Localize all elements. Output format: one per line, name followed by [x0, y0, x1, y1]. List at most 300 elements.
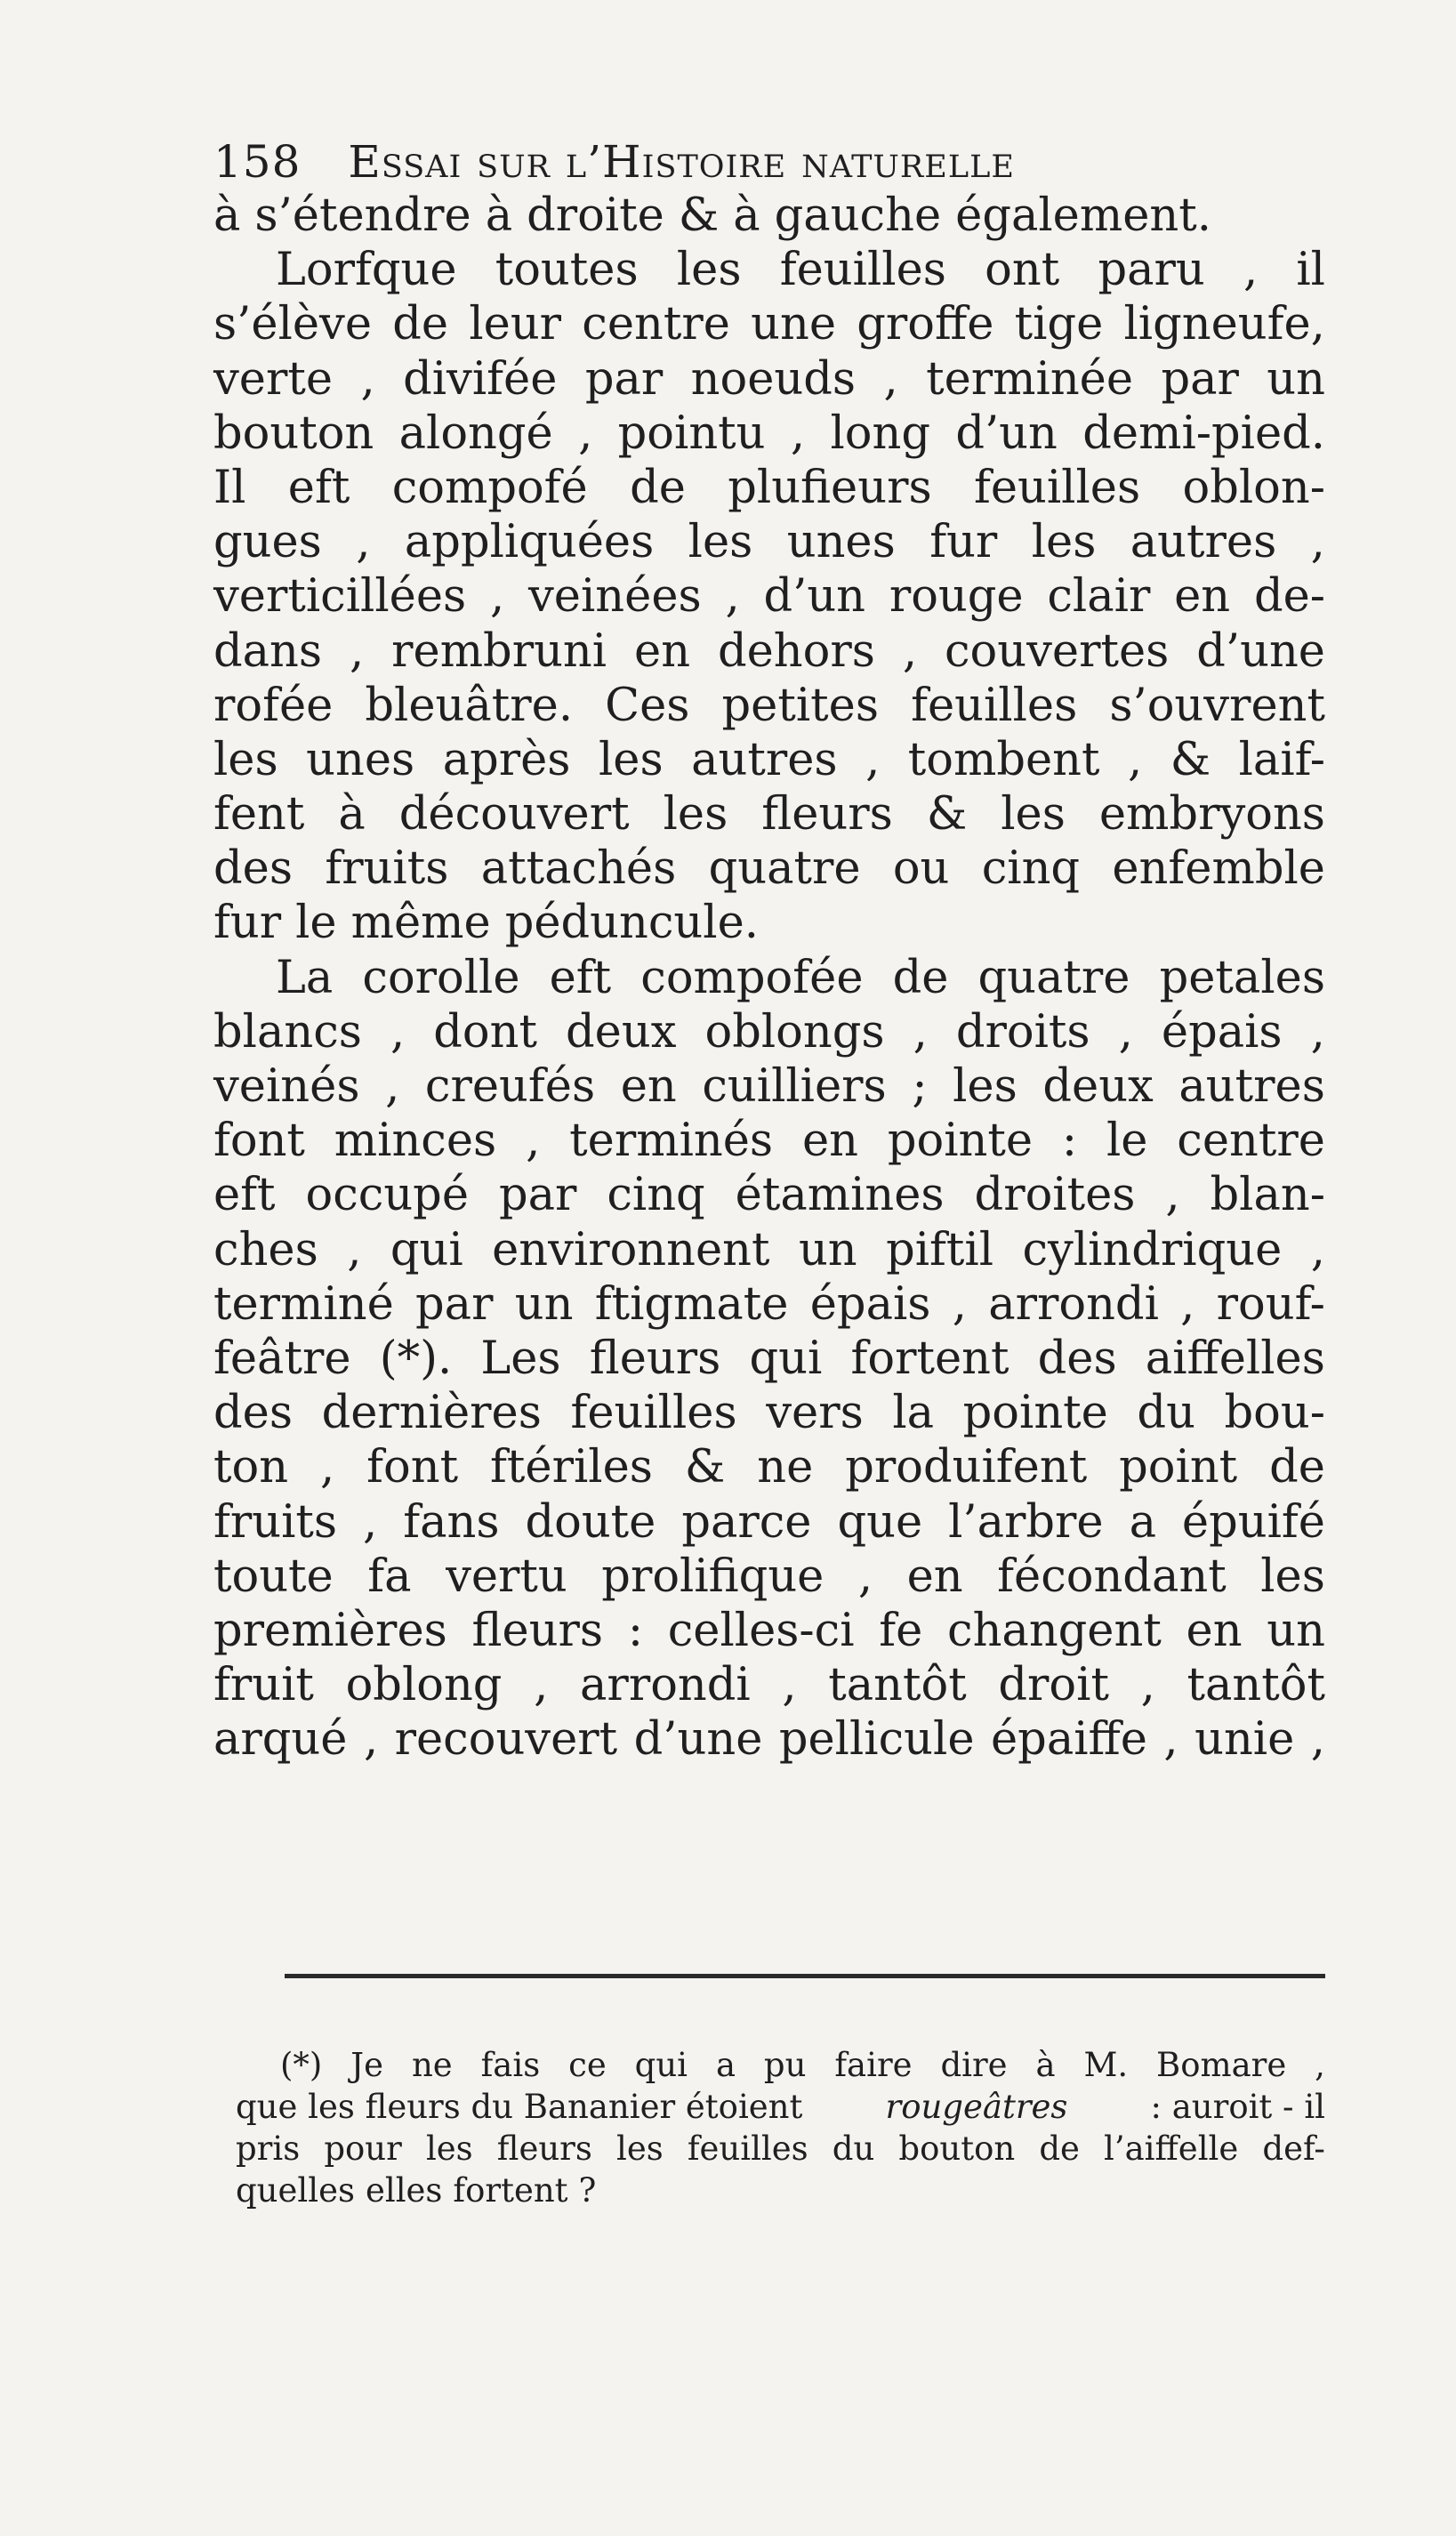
word: , [725, 570, 740, 624]
text-line [213, 896, 1325, 950]
word: à [485, 189, 513, 242]
word: , [1310, 516, 1325, 569]
word: s’étendre [254, 189, 471, 242]
word: de- [1253, 570, 1325, 624]
word: attachés [480, 842, 677, 896]
word: feuilles [973, 461, 1141, 514]
word: fe [879, 1604, 923, 1657]
text-line [213, 1168, 1325, 1222]
word: droits [955, 1005, 1090, 1059]
word: pointe [887, 1115, 1034, 1168]
word: deux [566, 1005, 677, 1059]
word: , [883, 352, 898, 406]
word: , [1165, 1169, 1180, 1222]
text-line [213, 1332, 1325, 1386]
word: les [663, 788, 728, 841]
word: bleuâtre. [365, 679, 574, 732]
word: , [526, 1115, 541, 1168]
text-line [213, 1005, 1325, 1059]
footnote-line [236, 2170, 1325, 2211]
word: fortent [850, 1332, 1010, 1385]
text-line [213, 624, 1325, 679]
text-line [213, 1550, 1325, 1604]
text-line [213, 461, 1325, 515]
word: dernières [321, 1387, 542, 1440]
word: (*) [280, 2046, 323, 2084]
word: par [1161, 352, 1239, 406]
word: , [360, 352, 375, 406]
text-line [213, 1604, 1325, 1658]
word: divifée [403, 352, 558, 406]
word: épaiffe [990, 1713, 1147, 1767]
word: fleurs [496, 2129, 592, 2168]
word: , [782, 1659, 797, 1712]
word: , [320, 1441, 335, 1494]
word: les [598, 733, 664, 786]
word: pu [763, 2046, 807, 2084]
word: produifent [845, 1441, 1088, 1494]
word: terminé [213, 1277, 394, 1331]
word: ? [578, 2171, 597, 2210]
word: blancs [213, 1005, 362, 1059]
word: bouton [213, 407, 374, 460]
word: les [1260, 1550, 1325, 1603]
word: , [913, 1005, 928, 1059]
word: arrondi [580, 1659, 751, 1712]
running-header [213, 135, 1192, 189]
word: d’une [633, 1713, 763, 1767]
text-line [213, 1386, 1325, 1440]
word: de [1269, 1441, 1325, 1494]
word: recouvert [394, 1713, 618, 1767]
word: leur [469, 298, 562, 351]
footnote-word: que les fleurs du Bananier étoient [236, 2088, 803, 2126]
text-line [213, 787, 1325, 841]
word: terminés [569, 1115, 774, 1168]
word: , [356, 516, 371, 569]
word: corolle [362, 951, 520, 1004]
word: fleurs [471, 1604, 604, 1657]
word: & [926, 788, 968, 841]
word: , [865, 733, 881, 786]
word: plufieurs [728, 461, 932, 514]
text-line [213, 1114, 1325, 1168]
word: , [385, 1060, 400, 1113]
footnote-line [236, 2128, 1325, 2170]
word: d’un [955, 407, 1058, 460]
word: de [392, 298, 449, 351]
word: terminée [926, 352, 1134, 406]
text-line [213, 1440, 1325, 1494]
word: dont [433, 1005, 537, 1059]
word: fruits [213, 1495, 338, 1549]
word: celles-ci [667, 1604, 855, 1657]
word: Bomare [1156, 2046, 1287, 2084]
word: qui [634, 2046, 688, 2084]
word: à [1035, 2046, 1056, 2084]
word: les [616, 2129, 664, 2168]
word: eft [287, 461, 350, 514]
word: du [832, 2129, 875, 2168]
word: noeuds [690, 352, 857, 406]
word: quatre [977, 951, 1130, 1004]
word: Je [350, 2046, 384, 2084]
word: des [213, 1387, 294, 1440]
word: occupé [305, 1169, 470, 1222]
word: en [1174, 570, 1231, 624]
word: fent [213, 788, 305, 841]
word: , [1118, 1005, 1133, 1059]
word: , [363, 1495, 378, 1549]
word: vers [766, 1387, 864, 1440]
main-text [213, 189, 1325, 1767]
word: un [1267, 1604, 1325, 1657]
footnote-line [236, 2044, 1325, 2086]
word: les [676, 244, 742, 297]
word: fortent [453, 2171, 568, 2210]
text-line [213, 515, 1325, 569]
text-line [213, 297, 1325, 351]
word: & [684, 1441, 726, 1494]
word: même [350, 897, 491, 950]
word: clair [1047, 570, 1151, 624]
word: fruit [213, 1659, 314, 1712]
word: s’élève [213, 298, 373, 351]
word: veinés [213, 1060, 360, 1113]
word: Ces [605, 679, 690, 732]
word: ftigmate [594, 1277, 789, 1331]
word: environnent [492, 1223, 770, 1276]
text-line [213, 1495, 1325, 1550]
word: creufés [424, 1060, 596, 1113]
word: le [295, 897, 337, 950]
word: en [1186, 1604, 1243, 1657]
word: tantôt [1187, 1659, 1325, 1712]
word: vertu [446, 1550, 567, 1603]
word: a [1129, 1495, 1156, 1549]
word: petales [1159, 951, 1325, 1004]
word: épais [809, 1277, 931, 1331]
running-title: Essai sur l’Histoire naturelle [348, 136, 1015, 188]
word: fur [929, 516, 998, 569]
word: droites [974, 1169, 1136, 1222]
word: fleurs [761, 788, 893, 841]
word: , [1310, 1223, 1325, 1276]
word: M. [1083, 2046, 1129, 2084]
word: l’aiffelle [1104, 2129, 1239, 2168]
word: blan- [1210, 1169, 1325, 1222]
word: La [276, 951, 334, 1004]
word: pointe [962, 1387, 1108, 1440]
word: épais [1161, 1005, 1283, 1059]
word: , [347, 1223, 362, 1276]
word: ont [985, 244, 1060, 297]
word: laif- [1238, 733, 1325, 786]
word: il [1296, 244, 1325, 297]
text-line [213, 243, 1325, 297]
word: toute [213, 1550, 334, 1603]
word: feuilles [570, 1387, 737, 1440]
word: prolifique [601, 1550, 825, 1603]
word: dehors [717, 624, 875, 678]
word: compofé [391, 461, 588, 514]
word: en [620, 1060, 677, 1113]
word: enfemble [1112, 842, 1325, 896]
word: fa [367, 1550, 412, 1603]
word: alongé [398, 407, 553, 460]
word: un [1267, 352, 1325, 406]
footnote-separator-rule [285, 1974, 1325, 1978]
word: , [1140, 1659, 1155, 1712]
word: tantôt [828, 1659, 967, 1712]
word: rouge [889, 570, 1024, 624]
word: toutes [495, 244, 639, 297]
word: , [490, 570, 505, 624]
text-line [213, 189, 1325, 243]
word: eft [213, 1169, 276, 1222]
word: cinq [981, 842, 1081, 896]
word: (*). [379, 1332, 453, 1385]
text-line [213, 407, 1325, 461]
word: verte [213, 352, 334, 406]
word: centre [1177, 1115, 1325, 1168]
word: la [892, 1387, 935, 1440]
word: rembruni [391, 624, 607, 678]
word: aiffelles [1145, 1332, 1325, 1385]
word: , [1128, 733, 1143, 786]
word: fleurs [589, 1332, 721, 1385]
word: ligneufe, [1123, 298, 1325, 351]
word: , [1315, 2046, 1325, 2084]
word: ne [757, 1441, 814, 1494]
word: arrondi [988, 1277, 1159, 1331]
word: d’un [763, 570, 866, 624]
word: droite [527, 189, 664, 242]
text-line [213, 951, 1325, 1005]
word: ne [411, 2046, 453, 2084]
text-line [213, 1712, 1325, 1767]
word: point [1119, 1441, 1238, 1494]
text-line [213, 1277, 1325, 1332]
word: fécondant [997, 1550, 1227, 1603]
word: fur [213, 897, 282, 950]
word: , [790, 407, 806, 460]
word: feuilles [911, 679, 1078, 732]
word: péduncule. [504, 897, 759, 950]
word: changent [947, 1604, 1162, 1657]
word: , [390, 1005, 406, 1059]
word: oblon- [1182, 461, 1325, 514]
word: découvert [398, 788, 630, 841]
word: def- [1262, 2129, 1325, 2168]
word: , [857, 1550, 873, 1603]
word: fans [403, 1495, 500, 1549]
word: en [801, 1115, 858, 1168]
word: centre [582, 298, 730, 351]
word: feâtre [213, 1332, 351, 1385]
word: veinées [528, 570, 702, 624]
word: à [338, 788, 366, 841]
word: , [578, 407, 593, 460]
word: en [634, 624, 691, 678]
word: , [1310, 1713, 1325, 1767]
word: fais [480, 2046, 541, 2084]
word: compofée [640, 951, 864, 1004]
word: unie [1195, 1713, 1295, 1767]
word: de [630, 461, 686, 514]
word: également. [955, 189, 1211, 242]
word: ce [568, 2046, 607, 2084]
word: feuilles [779, 244, 946, 297]
word: ; [912, 1060, 928, 1113]
word: les [953, 1060, 1018, 1113]
word: cinq [607, 1169, 705, 1222]
word: ches [213, 1223, 318, 1276]
word: les [1001, 788, 1066, 841]
word: à [733, 189, 760, 242]
word: droit [998, 1659, 1109, 1712]
word: un [798, 1223, 857, 1276]
word: & [678, 189, 720, 242]
word: , [1310, 1005, 1325, 1059]
word: ton [213, 1441, 289, 1494]
word: demi-pied. [1082, 407, 1325, 460]
word: & [1170, 733, 1211, 786]
word: qui [390, 1223, 463, 1276]
word: les [425, 2129, 473, 2168]
word: les [1031, 516, 1097, 569]
text-line [213, 352, 1325, 407]
word: cuilliers [702, 1060, 887, 1113]
word: doute [525, 1495, 656, 1549]
word: de [892, 951, 949, 1004]
word: qui [749, 1332, 823, 1385]
word: : [627, 1604, 643, 1657]
word: dire [940, 2046, 1008, 2084]
word: feuilles [687, 2129, 808, 2168]
word: le [1106, 1115, 1148, 1168]
word: rouf- [1216, 1277, 1325, 1331]
word: étamines [735, 1169, 945, 1222]
word: autres [1130, 516, 1277, 569]
word: unes [786, 516, 896, 569]
word: verticillées [213, 570, 467, 624]
word: long [830, 407, 930, 460]
word: autres [691, 733, 838, 786]
word: autres [1178, 1060, 1325, 1113]
word: Les [480, 1332, 561, 1385]
word: appliquées [404, 516, 655, 569]
word: premières [213, 1604, 447, 1657]
text-line [213, 1059, 1325, 1114]
word: tige [1014, 298, 1104, 351]
word: petites [721, 679, 880, 732]
word: des [1037, 1332, 1117, 1385]
text-line [213, 679, 1325, 733]
word: épuifé [1181, 1495, 1325, 1549]
word: en [906, 1550, 963, 1603]
word: , [952, 1277, 967, 1331]
word: Il [213, 461, 246, 514]
word: groffe [857, 298, 994, 351]
word: piftil [886, 1223, 994, 1276]
word: cylindrique [1022, 1223, 1283, 1276]
word: l’arbre [948, 1495, 1104, 1549]
word: une [751, 298, 837, 351]
word: : [1061, 1115, 1078, 1168]
word: font [366, 1441, 459, 1494]
word: , [1243, 244, 1259, 297]
word: quatre [708, 842, 861, 896]
word: ftériles [490, 1441, 653, 1494]
word: les [213, 733, 278, 786]
word: deux [1042, 1060, 1154, 1113]
word: à [213, 189, 241, 242]
word: gues [213, 516, 322, 569]
word: elles [365, 2171, 443, 2210]
word: de [1039, 2129, 1080, 2168]
word: , [902, 624, 918, 678]
word: pellicule [778, 1713, 975, 1767]
word: bou- [1224, 1387, 1325, 1440]
footnote-line [236, 2086, 1325, 2128]
word: par [584, 352, 664, 406]
word: eft [549, 951, 612, 1004]
word: pointu [617, 407, 766, 460]
word: embryons [1098, 788, 1325, 841]
word: par [498, 1169, 577, 1222]
word: tombent [907, 733, 1100, 786]
text-line [213, 733, 1325, 787]
word: a [715, 2046, 736, 2084]
word: pour [324, 2129, 402, 2168]
word: , [1163, 1713, 1178, 1767]
text-line [213, 841, 1325, 896]
text-line [213, 1658, 1325, 1712]
word: d’une [1196, 624, 1325, 678]
word: couvertes [944, 624, 1170, 678]
word: , [350, 624, 365, 678]
word: des [213, 842, 294, 896]
word: quelles [236, 2171, 355, 2210]
word: que [837, 1495, 923, 1549]
word: rofée [213, 679, 334, 732]
word: par [415, 1277, 494, 1331]
word: gauche [774, 189, 942, 242]
word: oblong [345, 1659, 503, 1712]
word: , [1180, 1277, 1195, 1331]
page-number: 158 [213, 136, 302, 188]
word: s’ouvrent [1109, 679, 1325, 732]
word: après [442, 733, 571, 786]
text-line [213, 1223, 1325, 1277]
word: faire [834, 2046, 913, 2084]
word: dans [213, 624, 323, 678]
word: ou [892, 842, 950, 896]
word: parce [681, 1495, 812, 1549]
word: bouton [898, 2129, 1016, 2168]
footnote [236, 2044, 1325, 2211]
footnote-word: : auroit - il [1150, 2088, 1325, 2126]
word: arqué [213, 1713, 348, 1767]
word: paru [1098, 244, 1205, 297]
footnote-italic-word: rougeâtres [885, 2088, 1068, 2126]
word: les [688, 516, 753, 569]
word: , [363, 1713, 379, 1767]
word: font [213, 1115, 305, 1168]
word: pris [236, 2129, 301, 2168]
word: unes [306, 733, 415, 786]
